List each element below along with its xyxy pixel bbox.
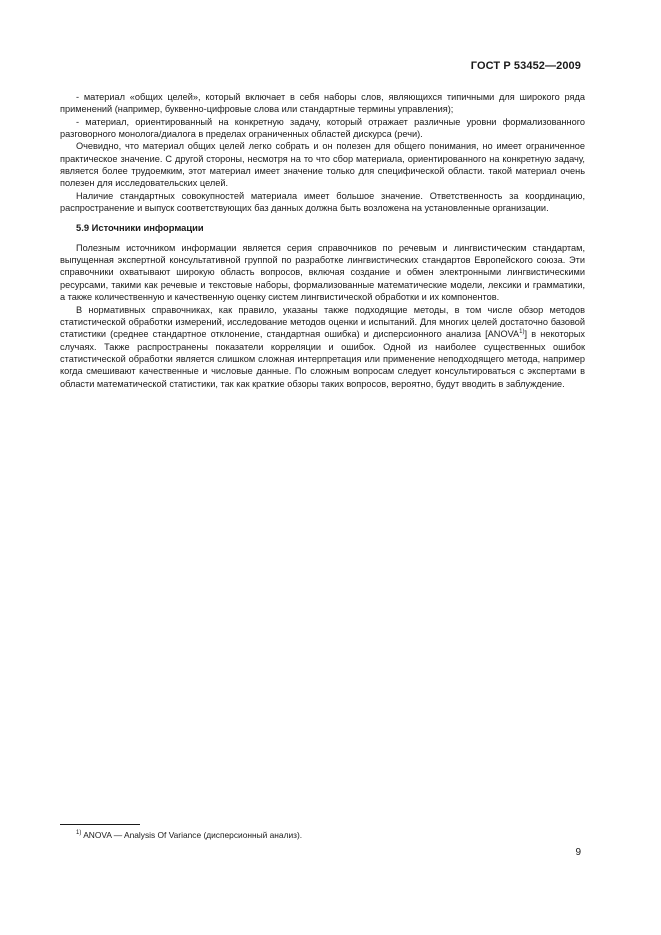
paragraph-text-part-2: ] в некоторых случаях. Также распространены показатели корреляции и ошибок. Одной из наиболее существенных ошибок статистической обработки являетcя слишком сложная интерпретация или применение неподходящего метода, например когда смешивают качественные и числовые данные. По сложным вопросам следует консультироваться с экспертами в области математической статистики, так как краткие обзоры таких вопросов, вероятно, будут вводить в заблуждение. [60, 329, 585, 389]
paragraph-standard-corpora: Наличие стандартных совокупностей материала имеет большое значение. Ответственность за координацию, распространение и выпуск соответствующих баз данных должна быть возложена на установленные организации. [60, 190, 585, 214]
footnote-text: ANOVA — Analysis Of Variance (дисперсионный анализ). [81, 830, 303, 840]
footnote-reference[interactable]: 1) [519, 329, 525, 336]
page-body [60, 91, 585, 390]
list-item-general-material: - материал «общих целей», который включает в себя наборы слов, являющихся типичными для широкого ряда применений (например, буквенно-цифровые слова или стандартные термины управления); [60, 92, 585, 115]
footnote [76, 830, 302, 841]
footnote-divider [60, 824, 140, 825]
document-header-code: ГОСТ Р 53452—2009 [470, 60, 581, 72]
footnote-marker: 1) [76, 830, 82, 837]
section-heading-sources: 5.9 Источники информации [76, 222, 204, 234]
paragraph-statistical-methods [60, 304, 585, 390]
paragraph-text-part-1: В нормативных справочниках, как правило, указаны также подходящие методы, в том числе обзор методов статистической обработки измерений, исследование методов оценки и испытаний. Для многих целей достаточно базовой статистики (среднее стандартное отклонение, стандартная ошибка) и дисперсионного анализа [ANOVA [60, 304, 585, 340]
paragraph-reference-handbooks: Полезным источником информации является серия справочников по речевым и лингвистическим стандартам, выпущенная экспертной консультативной группой по разработке лингвистических стандартов Европейского союза. Эти справочники охватывают широкую область вопросов, включая создание и обмен электронными лингвистическими ресурсами, такими как речевые и текстовые наборы, формализованные математические модели, лексики и грамматики, а также количественную и качественную оценку систем лингвистической обработки и их компонентов. [60, 242, 585, 303]
list-item-task-material: - материал, ориентированный на конкретную задачу, который отражает различные уровни формализованного разговорного монолога/диалога в пределах ограниченных областей дискурса (речи). [60, 116, 585, 140]
page-number: 9 [575, 847, 581, 858]
paragraph-general-vs-task: Очевидно, что материал общих целей легко собрать и он полезен для общего понимания, но имеет ограниченное практическое значение. С другой стороны, несмотря на то что сбор материала, ориентированного на конкретную задачу, является более трудоемким, этот материал имеет значение только для специфической области. такой материал очень полезен для исследовательских целей. [60, 141, 585, 189]
